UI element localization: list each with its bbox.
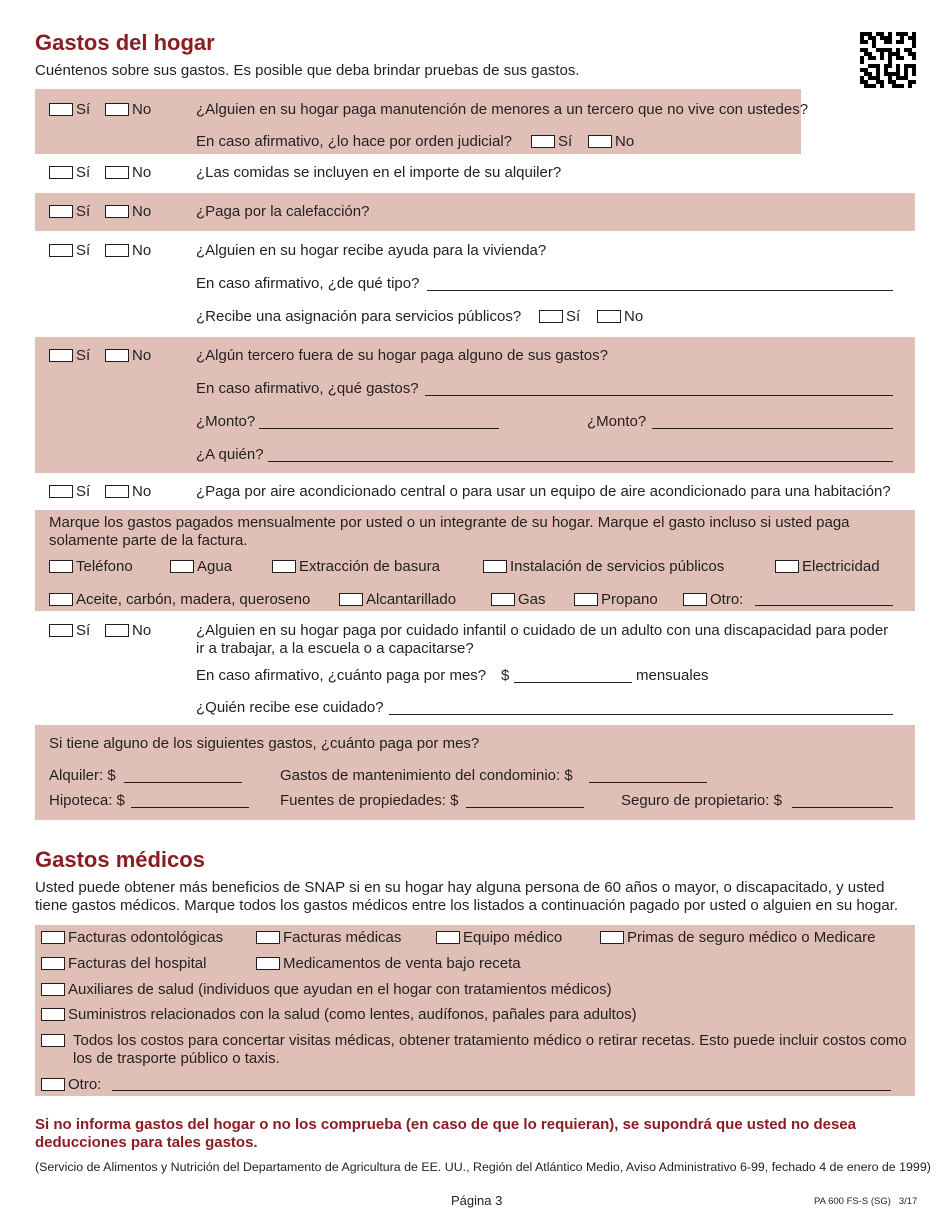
q4-no-option[interactable]: No — [105, 242, 151, 260]
utility-installation[interactable]: Instalación de servicios públicos — [483, 558, 724, 576]
medical-intro: Usted puede obtener más beneficios de SNAP si en su hogar hay alguna persona de 60 años o mayor, o discapacitado, y usted tiene gastos médicos. Marque todos los gastos médicos entre los listados a continuación pagado por usted o alguien en su hogar. — [35, 879, 899, 914]
homeowner-insurance-field[interactable] — [792, 807, 893, 808]
q7-yes-checkbox[interactable] — [49, 624, 73, 637]
q4-no-checkbox[interactable] — [105, 244, 129, 257]
medical-transport-label: Todos los costos para concertar visitas médicas, obtener tratamiento médico o retirar recetas. Esto puede incluir costos como los de trasporte público o taxis. — [73, 1032, 907, 1067]
medical-bills-checkbox[interactable] — [256, 931, 280, 944]
medical-health-aides[interactable]: Auxiliares de salud (individuos que ayudan en el hogar con tratamientos médicos) — [41, 981, 612, 999]
property-taxes-label: Fuentes de propiedades: $ — [280, 792, 459, 809]
medical-supplies-checkbox[interactable] — [41, 1008, 65, 1021]
q4-allowance-no-checkbox[interactable] — [597, 310, 621, 323]
medical-equipment[interactable]: Equipo médico — [436, 929, 562, 947]
q5-amount-field-1[interactable] — [259, 428, 499, 429]
utility-propane[interactable]: Propano — [574, 591, 658, 609]
utility-propane-checkbox[interactable] — [574, 593, 598, 606]
q5-yes-option[interactable]: Sí — [49, 347, 90, 365]
q4-allowance-yes-option[interactable]: Sí — [539, 308, 580, 326]
q7-who-label: ¿Quién recibe ese cuidado? — [196, 699, 384, 716]
q7-no-option[interactable]: No — [105, 622, 151, 640]
q3-yes-option[interactable]: Sí — [49, 203, 90, 221]
q7-dependent-care: ¿Alguien en su hogar paga por cuidado infantil o cuidado de un adulto con una discapacidad para poder ir a trabajar, a la escuela o a capacitarse? — [196, 622, 889, 657]
medical-supplies[interactable]: Suministros relacionados con la salud (como lentes, audífonos, pañales para adultos) — [41, 1006, 637, 1024]
medical-insurance[interactable]: Primas de seguro médico o Medicare — [600, 929, 875, 947]
q1-court-yes-checkbox[interactable] — [531, 135, 555, 148]
q3-yes-checkbox[interactable] — [49, 205, 73, 218]
q4-allowance-no-option[interactable]: No — [597, 308, 643, 326]
household-intro: Cuéntenos sobre sus gastos. Es posible que deba brindar pruebas de sus gastos. — [35, 62, 580, 79]
q5-to-whom-label: ¿A quién? — [196, 446, 264, 463]
homeowner-insurance-label: Seguro de propietario: $ — [621, 792, 782, 809]
form-id: PA 600 FS-S (SG) 3/17 — [814, 1196, 918, 1207]
utility-installation-checkbox[interactable] — [483, 560, 507, 573]
utilities-intro: Marque los gastos pagados mensualmente por usted o un integrante de su hogar. Marque el gasto incluso si usted paga solamente parte de la factura. — [49, 514, 850, 549]
q1-no-option[interactable]: No — [105, 101, 151, 119]
citation-text: (Servicio de Alimentos y Nutrición del Departamento de Agricultura de EE. UU., Región del Atlántico Medio, Aviso Administrativo 6-99, fechado 4 de enero de 1999) — [35, 1160, 931, 1174]
q4-type-label: En caso afirmativo, ¿de qué tipo? — [196, 275, 420, 292]
utility-telephone-checkbox[interactable] — [49, 560, 73, 573]
utility-other-checkbox[interactable] — [683, 593, 707, 606]
q5-what-label: En caso afirmativo, ¿qué gastos? — [196, 380, 419, 397]
q5-no-checkbox[interactable] — [105, 349, 129, 362]
medical-expenses-title: Gastos médicos — [35, 847, 205, 872]
q1-court-order: En caso afirmativo, ¿lo hace por orden judicial? — [196, 133, 512, 150]
q1-yes-option[interactable]: Sí — [49, 101, 90, 119]
utility-trash-checkbox[interactable] — [272, 560, 296, 573]
q5-third-party-pays: ¿Algún tercero fuera de su hogar paga alguno de sus gastos? — [196, 347, 608, 364]
medical-hospital[interactable]: Facturas del hospital — [41, 955, 206, 973]
utility-sewer-checkbox[interactable] — [339, 593, 363, 606]
q2-meals-in-rent: ¿Las comidas se incluyen en el importe de su alquiler? — [196, 164, 562, 181]
q5-what-field[interactable] — [425, 395, 893, 396]
q5-yes-checkbox[interactable] — [49, 349, 73, 362]
q5-amount-label-1: ¿Monto? — [196, 413, 256, 430]
q1-no-checkbox[interactable] — [105, 103, 129, 116]
utility-telephone[interactable]: Teléfono — [49, 558, 133, 576]
warning-text: Si no informa gastos del hogar o no los comprueba (en caso de que lo requieran), se supondrá que usted no desea deducciones para tales gastos. — [35, 1116, 856, 1151]
q6-yes-checkbox[interactable] — [49, 485, 73, 498]
q4-yes-checkbox[interactable] — [49, 244, 73, 257]
q7-yes-option[interactable]: Sí — [49, 622, 90, 640]
utility-gas-checkbox[interactable] — [491, 593, 515, 606]
q5-to-whom-field[interactable] — [268, 461, 893, 462]
q1-court-no-checkbox[interactable] — [588, 135, 612, 148]
utility-other-field[interactable] — [755, 605, 893, 606]
q4-yes-option[interactable]: Sí — [49, 242, 90, 260]
q6-yes-option[interactable]: Sí — [49, 483, 90, 501]
q5-no-option[interactable]: No — [105, 347, 151, 365]
q6-no-option[interactable]: No — [105, 483, 151, 501]
q7-no-checkbox[interactable] — [105, 624, 129, 637]
medical-equipment-checkbox[interactable] — [436, 931, 460, 944]
utility-water[interactable]: Agua — [170, 558, 232, 576]
medical-other[interactable]: Otro: — [41, 1076, 101, 1094]
q4-housing-assistance: ¿Alguien en su hogar recibe ayuda para la vivienda? — [196, 242, 547, 259]
q6-air-conditioning: ¿Paga por aire acondicionado central o para usar un equipo de aire acondicionado para una habitación? — [196, 483, 891, 500]
q7-amount-field[interactable] — [514, 682, 632, 683]
property-taxes-field[interactable] — [466, 807, 584, 808]
utility-electricity[interactable]: Electricidad — [775, 558, 880, 576]
q1-child-support: ¿Alguien en su hogar paga manutención de menores a un tercero que no vive con ustedes? — [196, 101, 809, 118]
qr-code — [860, 32, 916, 88]
utility-trash[interactable]: Extracción de basura — [272, 558, 440, 576]
utility-fuel[interactable]: Aceite, carbón, madera, queroseno — [49, 591, 310, 609]
q7-how-much-label: En caso afirmativo, ¿cuánto paga por mes? — [196, 667, 487, 684]
q2-no-checkbox[interactable] — [105, 166, 129, 179]
q3-no-option[interactable]: No — [105, 203, 151, 221]
q5-amount-label-2: ¿Monto? — [587, 413, 647, 430]
rent-label: Alquiler: $ — [49, 767, 116, 784]
costs-intro: Si tiene alguno de los siguientes gastos, ¿cuánto paga por mes? — [49, 735, 480, 752]
medical-dental-checkbox[interactable] — [41, 931, 65, 944]
q2-yes-checkbox[interactable] — [49, 166, 73, 179]
page-number: Página 3 — [451, 1193, 503, 1208]
medical-other-field[interactable] — [112, 1090, 891, 1091]
medical-prescriptions-checkbox[interactable] — [256, 957, 280, 970]
medical-dental[interactable]: Facturas odontológicas — [41, 929, 223, 947]
rent-field[interactable] — [124, 782, 242, 783]
medical-health-aides-checkbox[interactable] — [41, 983, 65, 996]
condo-label: Gastos de mantenimiento del condominio: $ — [280, 767, 573, 784]
medical-transport-checkbox[interactable] — [41, 1034, 65, 1047]
q5-amount-field-2[interactable] — [652, 428, 893, 429]
q2-yes-option[interactable]: Sí — [49, 164, 90, 182]
q1-yes-checkbox[interactable] — [49, 103, 73, 116]
utility-gas[interactable]: Gas — [491, 591, 546, 609]
band-q3 — [35, 193, 915, 231]
medical-bills[interactable]: Facturas médicas — [256, 929, 401, 947]
q4-type-field[interactable] — [427, 290, 893, 291]
medical-other-checkbox[interactable] — [41, 1078, 65, 1091]
utility-other[interactable]: Otro: — [683, 591, 743, 609]
q7-who-field[interactable] — [389, 714, 893, 715]
q1-court-yes-option[interactable]: Sí — [531, 133, 572, 151]
utility-fuel-checkbox[interactable] — [49, 593, 73, 606]
q7-monthly-label: mensuales — [636, 667, 709, 684]
condo-field[interactable] — [589, 782, 707, 783]
q1-court-no-option[interactable]: No — [588, 133, 634, 151]
medical-hospital-checkbox[interactable] — [41, 957, 65, 970]
q6-no-checkbox[interactable] — [105, 485, 129, 498]
q3-heating: ¿Paga por la calefacción? — [196, 203, 370, 220]
q2-no-option[interactable]: No — [105, 164, 151, 182]
q3-no-checkbox[interactable] — [105, 205, 129, 218]
medical-transport-checkbox-row[interactable] — [41, 1032, 68, 1050]
medical-insurance-checkbox[interactable] — [600, 931, 624, 944]
mortgage-label: Hipoteca: $ — [49, 792, 125, 809]
q4-allowance-label: ¿Recibe una asignación para servicios públicos? — [196, 308, 522, 325]
utility-sewer[interactable]: Alcantarillado — [339, 591, 456, 609]
q4-allowance-yes-checkbox[interactable] — [539, 310, 563, 323]
medical-prescriptions[interactable]: Medicamentos de venta bajo receta — [256, 955, 521, 973]
utility-electricity-checkbox[interactable] — [775, 560, 799, 573]
household-expenses-title: Gastos del hogar — [35, 30, 215, 55]
q7-dollar-sign: $ — [501, 667, 510, 684]
utility-water-checkbox[interactable] — [170, 560, 194, 573]
mortgage-field[interactable] — [131, 807, 249, 808]
